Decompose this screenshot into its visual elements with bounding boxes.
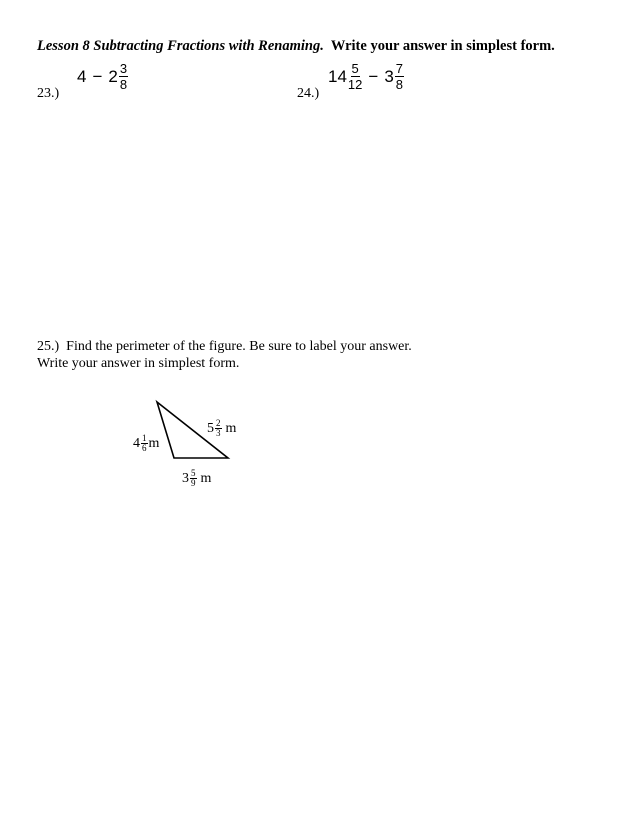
label-unit: m [148, 435, 160, 451]
minus-sign: − [92, 66, 103, 86]
label-unit: m [225, 420, 237, 436]
label-numerator: 1 [142, 433, 147, 443]
bottom-side-label [182, 469, 211, 488]
problem-23-whole2: 2 [108, 66, 118, 86]
problem-23-number: 23.) [37, 86, 60, 101]
label-unit: m [200, 470, 212, 486]
problem-25-number: 25.) [37, 339, 60, 354]
problem-24-number: 24.) [297, 86, 320, 101]
fraction-denominator: 8 [395, 77, 404, 92]
label-denominator: 6 [142, 443, 147, 453]
problem-24-whole1: 14 [328, 66, 347, 86]
left-side-label [133, 434, 159, 453]
problem-24-fraction2 [395, 62, 404, 91]
problem-25-text [37, 338, 412, 372]
lesson-instruction: Write your answer in simplest form. [330, 38, 555, 54]
hypotenuse-label [207, 419, 236, 438]
fraction-numerator: 5 [351, 61, 359, 76]
problem-24-expression [328, 62, 404, 91]
problem-25-line1: Find the perimeter of the figure. Be sure to label your answer. [66, 339, 412, 354]
minus-sign: − [368, 66, 379, 86]
label-fraction [190, 469, 197, 488]
label-denominator: 3 [216, 428, 221, 438]
problem-23-expression [77, 62, 128, 91]
problem-23-fraction [119, 62, 128, 91]
label-fraction [141, 434, 148, 453]
label-numerator: 5 [191, 468, 196, 478]
label-denominator: 9 [191, 478, 196, 488]
label-whole: 4 [133, 435, 140, 451]
worksheet-header [37, 38, 555, 55]
problem-24-fraction1 [348, 62, 362, 91]
fraction-numerator: 3 [119, 61, 128, 76]
lesson-title: Lesson 8 Subtracting Fractions with Renaming. [37, 38, 324, 54]
problem-25-line2: Write your answer in simplest form. [37, 356, 240, 371]
label-numerator: 2 [216, 418, 221, 428]
label-whole: 5 [207, 420, 214, 436]
fraction-denominator: 8 [119, 77, 128, 92]
label-whole: 3 [182, 470, 189, 486]
fraction-denominator: 12 [347, 77, 363, 92]
problem-23-whole1: 4 [77, 66, 87, 86]
label-fraction [215, 419, 222, 438]
problem-24-whole2: 3 [384, 66, 394, 86]
fraction-numerator: 7 [395, 61, 404, 76]
